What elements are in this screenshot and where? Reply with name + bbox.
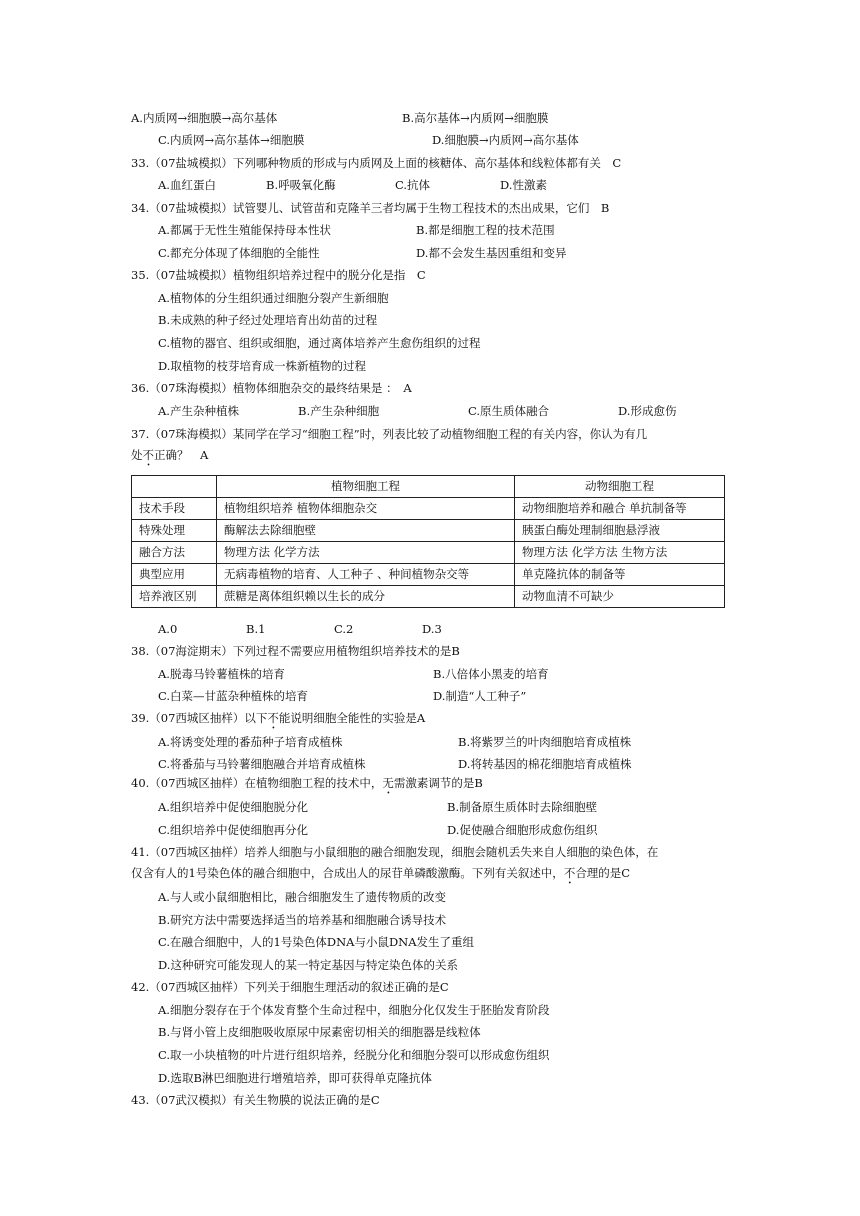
q36-option-b: B.产生杂种细胞 xyxy=(298,404,380,418)
table-cell: 动物血清不可缺少 xyxy=(515,586,725,608)
q39-emphasis-not: 不 xyxy=(267,711,279,725)
q34-stem: 34.（07盐城模拟）试管婴儿、试管苗和克隆羊三者均属于生物工程技术的杰出成果，它们 B xyxy=(131,201,610,215)
q33-option-b: B.呼吸氧化酶 xyxy=(266,178,336,192)
q34-option-c: C.都充分体现了体细胞的全能性 xyxy=(158,246,320,260)
table-cell: 胰蛋白酶处理制细胞悬浮液 xyxy=(515,520,725,542)
table-cell: 典型应用 xyxy=(132,564,217,586)
q41-option-b: B.研究方法中需要选择适当的培养基和细胞融合诱导技术 xyxy=(158,913,447,927)
q37-option-d: D.3 xyxy=(422,622,442,636)
q39-option-a: A.将诱变处理的番茄种子培育成植株 xyxy=(158,735,343,749)
q37-option-b: B.1 xyxy=(246,622,266,636)
q36-stem: 36.（07珠海模拟）植物体细胞杂交的最终结果是 ： A xyxy=(131,381,412,395)
table-cell: 蔗糖是离体组织赖以生长的成分 xyxy=(217,586,515,608)
table-row xyxy=(132,520,725,542)
q34-option-b: B.都是细胞工程的技术范围 xyxy=(416,223,555,237)
q41-emphasis-not: 不 xyxy=(563,866,576,880)
q40-stem-text: 40.（07西城区抽样）在植物细胞工程的技术中， xyxy=(131,776,383,790)
q41-stem-line1: 41.（07西城区抽样）培养人细胞与小鼠细胞的融合细胞发现，细胞会随机丢失来自人细胞的染色体，在 xyxy=(131,845,659,859)
q41-stem-answer: 合理的是C xyxy=(575,866,631,880)
q39-option-b: B.将紫罗兰的叶肉细胞培育成植株 xyxy=(458,735,632,749)
table-row xyxy=(132,586,725,608)
q37-option-c: C.2 xyxy=(334,622,354,636)
comparison-table xyxy=(131,475,725,608)
table-cell: 物理方法 化学方法 生物方法 xyxy=(515,542,725,564)
q37-emphasis-not: 不 xyxy=(142,448,154,462)
q40-emphasis-no: 无 xyxy=(382,776,394,790)
q38-option-b: B.八倍体小黑麦的培育 xyxy=(433,667,549,681)
q42-option-b: B.与肾小管上皮细胞吸收原尿中尿素密切相关的细胞器是线粒体 xyxy=(158,1025,481,1039)
q33-option-c: C.抗体 xyxy=(395,178,431,192)
table-cell: 特殊处理 xyxy=(132,520,217,542)
q36-option-a: A.产生杂种植株 xyxy=(158,404,239,418)
q38-option-d: D.制造“人工种子” xyxy=(433,689,527,703)
table-row xyxy=(132,564,725,586)
q40-option-d: D.促使融合细胞形成愈伤组织 xyxy=(447,823,598,837)
q32-option-a: A.内质网→细胞膜→高尔基体 xyxy=(131,111,278,125)
q41-option-a: A.与人或小鼠细胞相比，融合细胞发生了遗传物质的改变 xyxy=(158,890,446,904)
q42-option-c: C.取一小块植物的叶片进行组织培养，经脱分化和细胞分裂可以形成愈伤组织 xyxy=(158,1048,550,1062)
q33-option-d: D.性激素 xyxy=(500,178,547,192)
q40-stem xyxy=(131,776,483,797)
q39-stem-text: 39.（07西城区抽样）以下 xyxy=(131,711,268,725)
table-cell: 单克隆抗体的制备等 xyxy=(515,564,725,586)
q39-stem-answer: 能说明细胞全能性的实验是A xyxy=(278,711,426,725)
q32-option-c: C.内质网→高尔基体→细胞膜 xyxy=(158,133,305,147)
q40-option-b: B.制备原生质体时去除细胞壁 xyxy=(447,800,598,814)
table-cell: 动物细胞培养和融合 单抗制备等 xyxy=(515,498,725,520)
q35-option-d: D.取植物的枝芽培育成一株新植物的过程 xyxy=(158,359,366,373)
table-header-row xyxy=(132,476,725,498)
q41-stem-line2 xyxy=(131,866,630,887)
q37-stem-line1: 37.（07珠海模拟）某同学在学习“细胞工程”时，列表比较了动植物细胞工程的有关内容，你认为有几 xyxy=(131,427,648,441)
q36-option-c: C.原生质体融合 xyxy=(468,404,550,418)
table-header-cell: 植物细胞工程 xyxy=(217,476,515,498)
q35-option-b: B.未成熟的种子经过处理培育出幼苗的过程 xyxy=(158,313,378,327)
q41-stem-text: 仅含有人的1号染色体的融合细胞中，合成出人的尿苷单磷酸激酶。下列有关叙述中， xyxy=(131,866,564,880)
q37-option-a: A.0 xyxy=(158,622,178,636)
q41-option-c: C.在融合细胞中，人的1号染色体DNA与小鼠DNA发生了重组 xyxy=(158,935,475,949)
q40-option-a: A.组织培养中促使细胞脱分化 xyxy=(158,800,308,814)
table-header-cell xyxy=(132,476,217,498)
q37-stem-text: 处 xyxy=(131,448,143,462)
q35-option-c: C.植物的器官、组织或细胞，通过离体培养产生愈伤组织的过程 xyxy=(158,336,481,350)
q39-option-c: C.将番茄与马铃薯细胞融合并培育成植株 xyxy=(158,757,366,771)
table-cell: 技术手段 xyxy=(132,498,217,520)
table-header-cell: 动物细胞工程 xyxy=(515,476,725,498)
table-row xyxy=(132,542,725,564)
table-cell: 融合方法 xyxy=(132,542,217,564)
q41-option-d: D.这种研究可能发现人的某一特定基因与特定染色体的关系 xyxy=(158,958,458,972)
q40-stem-answer: 需激素调节的是B xyxy=(393,776,483,790)
table-cell: 植物组织培养 植物体细胞杂交 xyxy=(217,498,515,520)
table-cell: 培养液区别 xyxy=(132,586,217,608)
q42-stem: 42.（07西城区抽样）下列关于细胞生理活动的叙述正确的是C xyxy=(131,980,449,994)
q39-stem xyxy=(131,711,425,732)
q38-option-a: A.脱毒马铃薯植株的培育 xyxy=(158,667,285,681)
q38-stem: 38.（07海淀期末）下列过程不需要应用植物组织培养技术的是B xyxy=(131,644,460,658)
q40-option-c: C.组织培养中促使细胞再分化 xyxy=(158,823,309,837)
q32-option-d: D.细胞膜→内质网→高尔基体 xyxy=(432,133,579,147)
q43-stem: 43.（07武汉模拟）有关生物膜的说法正确的是C xyxy=(131,1093,380,1107)
table-cell: 无病毒植物的培育、人工种子 、种间植物杂交等 xyxy=(217,564,515,586)
q39-option-d: D.将转基因的棉花细胞培育成植株 xyxy=(458,757,632,771)
q37-stem-answer: 正确？ A xyxy=(154,448,209,462)
q33-option-a: A.血红蛋白 xyxy=(158,178,216,192)
q33-stem: 33.（07盐城模拟）下列哪种物质的形成与内质网及上面的核糖体、高尔基体和线粒体都有关 C xyxy=(131,156,622,170)
table-cell: 酶解法去除细胞壁 xyxy=(217,520,515,542)
q35-option-a: A.植物体的分生组织通过细胞分裂产生新细胞 xyxy=(158,291,389,305)
q32-option-b: B.高尔基体→内质网→细胞膜 xyxy=(402,111,549,125)
table-cell: 物理方法 化学方法 xyxy=(217,542,515,564)
q34-option-a: A.都属于无性生殖能保持母本性状 xyxy=(158,223,331,237)
table-row xyxy=(132,498,725,520)
q34-option-d: D.都不会发生基因重组和变异 xyxy=(416,246,567,260)
q42-option-a: A.细胞分裂存在于个体发育整个生命过程中，细胞分化仅发生于胚胎发育阶段 xyxy=(158,1003,550,1017)
q42-option-d: D.选取B淋巴细胞进行增殖培养，即可获得单克隆抗体 xyxy=(158,1071,432,1085)
q35-stem: 35.（07盐城模拟）植物组织培养过程中的脱分化是指 C xyxy=(131,268,426,282)
q36-option-d: D.形成愈伤 xyxy=(618,404,677,418)
q38-option-c: C.白菜—甘蓝杂种植株的培育 xyxy=(158,689,309,703)
q37-stem-line2 xyxy=(131,448,208,469)
